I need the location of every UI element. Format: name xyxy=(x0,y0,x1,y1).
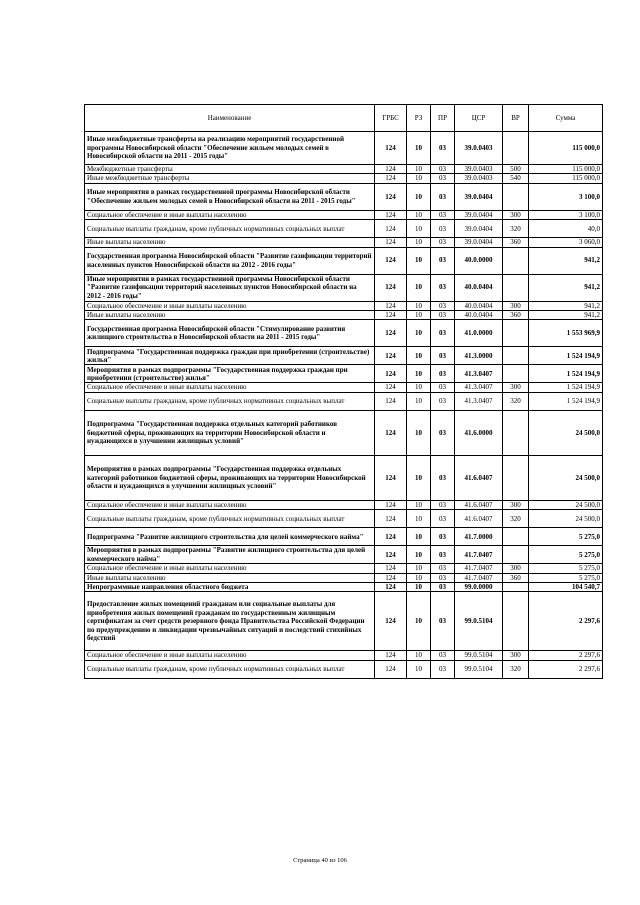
row-grbs-cell: 124 xyxy=(375,455,407,500)
row-rz-cell: 10 xyxy=(407,347,431,365)
row-csr-cell: 39.0.0403 xyxy=(455,132,503,165)
row-csr-cell: 41.6.0407 xyxy=(455,455,503,500)
row-vr-cell: 300 xyxy=(503,301,529,310)
row-grbs-cell: 124 xyxy=(375,500,407,509)
row-sum-cell: 1 524 194,9 xyxy=(529,392,603,410)
row-rz-cell: 10 xyxy=(407,660,431,678)
table-row xyxy=(85,546,603,564)
row-rz-cell: 10 xyxy=(407,247,431,274)
table-row xyxy=(85,220,603,238)
row-grbs-cell: 124 xyxy=(375,238,407,247)
row-sum-cell: 115 000,0 xyxy=(529,174,603,183)
row-grbs-cell: 124 xyxy=(375,301,407,310)
row-csr-cell: 99.0.0000 xyxy=(455,583,503,592)
row-name-cell: Мероприятия в рамках подпрограммы "Развитие жилищного строительства для целей коммерческого найма" xyxy=(85,546,375,564)
row-grbs-cell: 124 xyxy=(375,583,407,592)
row-sum-cell: 3 100,0 xyxy=(529,210,603,219)
row-csr-cell: 39.0.0404 xyxy=(455,220,503,238)
row-grbs-cell: 124 xyxy=(375,365,407,383)
row-pr-cell: 03 xyxy=(431,301,455,310)
row-vr-cell: 300 xyxy=(503,564,529,573)
row-pr-cell: 03 xyxy=(431,210,455,219)
row-grbs-cell: 124 xyxy=(375,383,407,392)
row-vr-cell xyxy=(503,347,529,365)
row-csr-cell: 41.3.0407 xyxy=(455,365,503,383)
row-sum-cell: 40,0 xyxy=(529,220,603,238)
row-grbs-cell: 124 xyxy=(375,183,407,210)
row-csr-cell: 41.6.0000 xyxy=(455,410,503,455)
row-grbs-cell: 124 xyxy=(375,174,407,183)
row-sum-cell: 1 524 194,9 xyxy=(529,383,603,392)
row-csr-cell: 40.0.0000 xyxy=(455,247,503,274)
row-vr-cell: 320 xyxy=(503,220,529,238)
row-sum-cell: 24 500,0 xyxy=(529,500,603,509)
row-pr-cell: 03 xyxy=(431,320,455,347)
row-name-cell: Подпрограмма "Государственная поддержка отдельных категорий работников бюджетной сферы, проживающих на территории Новосибирской области и нуждающихся в улучшении жилищных условий" xyxy=(85,410,375,455)
table-row xyxy=(85,311,603,320)
row-vr-cell: 320 xyxy=(503,392,529,410)
row-vr-cell xyxy=(503,365,529,383)
col-header-rz: РЗ xyxy=(407,105,431,132)
col-header-pr: ПР xyxy=(431,105,455,132)
table-row xyxy=(85,455,603,500)
row-vr-cell xyxy=(503,546,529,564)
row-vr-cell: 500 xyxy=(503,165,529,174)
row-csr-cell: 41.7.0000 xyxy=(455,528,503,546)
table-row xyxy=(85,500,603,509)
row-sum-cell: 3 100,0 xyxy=(529,183,603,210)
table-row xyxy=(85,660,603,678)
row-sum-cell: 5 275,0 xyxy=(529,528,603,546)
row-grbs-cell: 124 xyxy=(375,210,407,219)
row-name-cell: Государственная программа Новосибирской области "Стимулирование развития жилищного строительства в Новосибирской области на 2011 - 2015 годы" xyxy=(85,320,375,347)
row-pr-cell: 03 xyxy=(431,220,455,238)
row-vr-cell xyxy=(503,183,529,210)
row-vr-cell xyxy=(503,320,529,347)
row-pr-cell: 03 xyxy=(431,528,455,546)
table-header-row xyxy=(85,105,603,132)
row-name-cell: Иные межбюджетные трансферты на реализацию мероприятий государственной программы Новосибирской области "Обеспечение жильем молодых семей в Новосибирской области на 2011 - 2015 годы" xyxy=(85,132,375,165)
row-rz-cell: 10 xyxy=(407,238,431,247)
row-name-cell: Иные мероприятия в рамках государственной программы Новосибирской области "Обеспечение жильем молодых семей в Новосибирской области на 2011 - 2015 годы" xyxy=(85,183,375,210)
row-rz-cell: 10 xyxy=(407,500,431,509)
table-row xyxy=(85,320,603,347)
row-name-cell: Социальные выплаты гражданам, кроме публичных нормативных социальных выплат xyxy=(85,660,375,678)
row-grbs-cell: 124 xyxy=(375,132,407,165)
row-vr-cell xyxy=(503,247,529,274)
row-csr-cell: 41.6.0407 xyxy=(455,500,503,509)
row-sum-cell: 2 297,6 xyxy=(529,660,603,678)
row-vr-cell: 300 xyxy=(503,210,529,219)
row-pr-cell: 03 xyxy=(431,546,455,564)
row-grbs-cell: 124 xyxy=(375,592,407,651)
row-name-cell: Социальные выплаты гражданам, кроме публичных нормативных социальных выплат xyxy=(85,392,375,410)
row-grbs-cell: 124 xyxy=(375,510,407,528)
row-grbs-cell: 124 xyxy=(375,311,407,320)
table-row xyxy=(85,528,603,546)
table-row xyxy=(85,410,603,455)
row-name-cell: Предоставление жилых помещений гражданам или социальные выплаты для приобретения жилых помещений гражданам по государственным жилищным сертификатам за счет средств резервного фонда Правительства Российской Федерации по предупреждению и ликвидации чрезвычайных ситуаций и последствий стихийных бедствий xyxy=(85,592,375,651)
col-header-sum: Сумма xyxy=(529,105,603,132)
row-vr-cell xyxy=(503,592,529,651)
table-row xyxy=(85,210,603,219)
row-sum-cell: 1 524 194,9 xyxy=(529,365,603,383)
row-vr-cell xyxy=(503,528,529,546)
row-pr-cell: 03 xyxy=(431,247,455,274)
row-rz-cell: 10 xyxy=(407,301,431,310)
row-csr-cell: 39.0.0403 xyxy=(455,165,503,174)
row-rz-cell: 10 xyxy=(407,132,431,165)
row-grbs-cell: 124 xyxy=(375,220,407,238)
row-rz-cell: 10 xyxy=(407,651,431,660)
row-rz-cell: 10 xyxy=(407,546,431,564)
row-pr-cell: 03 xyxy=(431,365,455,383)
row-pr-cell: 03 xyxy=(431,183,455,210)
table-row xyxy=(85,383,603,392)
row-rz-cell: 10 xyxy=(407,383,431,392)
row-name-cell: Мероприятия в рамках подпрограммы "Государственная поддержка граждан при приобретении (строительстве) жилья" xyxy=(85,365,375,383)
row-pr-cell: 03 xyxy=(431,311,455,320)
row-sum-cell: 104 540,7 xyxy=(529,583,603,592)
row-rz-cell: 10 xyxy=(407,274,431,301)
row-csr-cell: 39.0.0404 xyxy=(455,238,503,247)
row-name-cell: Мероприятия в рамках подпрограммы "Государственная поддержка отдельных категорий работников бюджетной сферы, проживающих на территории Новосибирской области и нуждающихся в улучшении жилищных условий" xyxy=(85,455,375,500)
row-csr-cell: 40.0.0404 xyxy=(455,311,503,320)
row-rz-cell: 10 xyxy=(407,528,431,546)
table-row xyxy=(85,583,603,592)
row-grbs-cell: 124 xyxy=(375,347,407,365)
row-grbs-cell: 124 xyxy=(375,573,407,582)
table-row xyxy=(85,510,603,528)
row-pr-cell: 03 xyxy=(431,392,455,410)
table-row xyxy=(85,564,603,573)
row-name-cell: Непрограммные направления областного бюджета xyxy=(85,583,375,592)
row-csr-cell: 41.0.0000 xyxy=(455,320,503,347)
table-row xyxy=(85,651,603,660)
row-vr-cell xyxy=(503,583,529,592)
row-pr-cell: 03 xyxy=(431,238,455,247)
row-name-cell: Социальные выплаты гражданам, кроме публичных нормативных социальных выплат xyxy=(85,220,375,238)
row-pr-cell: 03 xyxy=(431,165,455,174)
page-number: Страница 40 из 106 xyxy=(293,857,347,864)
table-body xyxy=(85,132,603,679)
row-name-cell: Социальное обеспечение и иные выплаты населению xyxy=(85,301,375,310)
row-pr-cell: 03 xyxy=(431,383,455,392)
row-vr-cell: 300 xyxy=(503,500,529,509)
row-name-cell: Социальное обеспечение и иные выплаты населению xyxy=(85,500,375,509)
row-rz-cell: 10 xyxy=(407,220,431,238)
row-sum-cell: 115 000,0 xyxy=(529,132,603,165)
budget-table xyxy=(84,104,603,679)
row-rz-cell: 10 xyxy=(407,592,431,651)
row-sum-cell: 941,2 xyxy=(529,247,603,274)
row-csr-cell: 39.0.0404 xyxy=(455,210,503,219)
row-grbs-cell: 124 xyxy=(375,320,407,347)
row-rz-cell: 10 xyxy=(407,573,431,582)
row-csr-cell: 99.0.5104 xyxy=(455,660,503,678)
row-sum-cell: 24 500,0 xyxy=(529,455,603,500)
table-row xyxy=(85,165,603,174)
table-row xyxy=(85,365,603,383)
table-row xyxy=(85,174,603,183)
row-pr-cell: 03 xyxy=(431,410,455,455)
row-grbs-cell: 124 xyxy=(375,651,407,660)
row-vr-cell: 300 xyxy=(503,383,529,392)
table-row xyxy=(85,274,603,301)
row-name-cell: Иные выплаты населению xyxy=(85,311,375,320)
row-csr-cell: 41.7.0407 xyxy=(455,564,503,573)
row-rz-cell: 10 xyxy=(407,311,431,320)
row-pr-cell: 03 xyxy=(431,174,455,183)
row-sum-cell: 5 275,0 xyxy=(529,546,603,564)
row-name-cell: Иные мероприятия в рамках государственной программы Новосибирской области "Развитие газификации территорий населенных пунктов Новосибирской области на 2012 - 2016 годы" xyxy=(85,274,375,301)
row-sum-cell: 3 060,0 xyxy=(529,238,603,247)
row-csr-cell: 41.6.0407 xyxy=(455,510,503,528)
row-name-cell: Социальное обеспечение и иные выплаты населению xyxy=(85,564,375,573)
row-vr-cell xyxy=(503,274,529,301)
table-row xyxy=(85,392,603,410)
row-sum-cell: 941,2 xyxy=(529,274,603,301)
row-grbs-cell: 124 xyxy=(375,410,407,455)
row-rz-cell: 10 xyxy=(407,174,431,183)
row-vr-cell xyxy=(503,410,529,455)
row-rz-cell: 10 xyxy=(407,183,431,210)
row-name-cell: Иные выплаты населению xyxy=(85,238,375,247)
row-vr-cell xyxy=(503,132,529,165)
row-pr-cell: 03 xyxy=(431,573,455,582)
row-rz-cell: 10 xyxy=(407,392,431,410)
row-name-cell: Социальное обеспечение и иные выплаты населению xyxy=(85,210,375,219)
row-grbs-cell: 124 xyxy=(375,528,407,546)
row-rz-cell: 10 xyxy=(407,320,431,347)
row-csr-cell: 41.7.0407 xyxy=(455,546,503,564)
row-pr-cell: 03 xyxy=(431,500,455,509)
row-csr-cell: 99.0.5104 xyxy=(455,651,503,660)
col-header-grbs: ГРБС xyxy=(375,105,407,132)
row-csr-cell: 41.3.0407 xyxy=(455,392,503,410)
row-sum-cell: 5 275,0 xyxy=(529,573,603,582)
row-grbs-cell: 124 xyxy=(375,274,407,301)
row-name-cell: Межбюджетные трансферты xyxy=(85,165,375,174)
row-rz-cell: 10 xyxy=(407,564,431,573)
row-grbs-cell: 124 xyxy=(375,546,407,564)
row-name-cell: Социальные выплаты гражданам, кроме публичных нормативных социальных выплат xyxy=(85,510,375,528)
row-vr-cell: 360 xyxy=(503,311,529,320)
row-rz-cell: 10 xyxy=(407,365,431,383)
row-grbs-cell: 124 xyxy=(375,564,407,573)
table-row xyxy=(85,132,603,165)
row-vr-cell: 320 xyxy=(503,510,529,528)
row-csr-cell: 41.3.0407 xyxy=(455,383,503,392)
row-sum-cell: 24 500,0 xyxy=(529,410,603,455)
row-pr-cell: 03 xyxy=(431,660,455,678)
row-name-cell: Подпрограмма "Развитие жилищного строительства для целей коммерческого найма" xyxy=(85,528,375,546)
row-sum-cell: 115 000,0 xyxy=(529,165,603,174)
row-csr-cell: 41.7.0407 xyxy=(455,573,503,582)
row-name-cell: Государственная программа Новосибирской области "Развитие газификации территорий населенных пунктов Новосибирской области на 2012 - 2016 годы" xyxy=(85,247,375,274)
table-row xyxy=(85,183,603,210)
row-pr-cell: 03 xyxy=(431,592,455,651)
row-vr-cell: 300 xyxy=(503,651,529,660)
row-sum-cell: 5 275,0 xyxy=(529,564,603,573)
row-rz-cell: 10 xyxy=(407,210,431,219)
row-rz-cell: 10 xyxy=(407,455,431,500)
row-grbs-cell: 124 xyxy=(375,247,407,274)
row-name-cell: Социальное обеспечение и иные выплаты населению xyxy=(85,651,375,660)
row-name-cell: Иные межбюджетные трансферты xyxy=(85,174,375,183)
col-header-csr: ЦСР xyxy=(455,105,503,132)
col-header-name: Наименование xyxy=(85,105,375,132)
row-name-cell: Иные выплаты населению xyxy=(85,573,375,582)
row-sum-cell: 941,2 xyxy=(529,301,603,310)
row-pr-cell: 03 xyxy=(431,651,455,660)
row-csr-cell: 41.3.0000 xyxy=(455,347,503,365)
table-row xyxy=(85,347,603,365)
row-sum-cell: 1 524 194,9 xyxy=(529,347,603,365)
row-rz-cell: 10 xyxy=(407,165,431,174)
row-pr-cell: 03 xyxy=(431,132,455,165)
row-pr-cell: 03 xyxy=(431,347,455,365)
row-rz-cell: 10 xyxy=(407,410,431,455)
row-sum-cell: 2 297,6 xyxy=(529,592,603,651)
table-row xyxy=(85,247,603,274)
table-row xyxy=(85,301,603,310)
row-grbs-cell: 124 xyxy=(375,392,407,410)
row-rz-cell: 10 xyxy=(407,510,431,528)
row-pr-cell: 03 xyxy=(431,274,455,301)
row-sum-cell: 2 297,6 xyxy=(529,651,603,660)
row-sum-cell: 24 500,0 xyxy=(529,510,603,528)
row-csr-cell: 39.0.0404 xyxy=(455,183,503,210)
table-row xyxy=(85,238,603,247)
row-rz-cell: 10 xyxy=(407,583,431,592)
row-csr-cell: 40.0.0404 xyxy=(455,274,503,301)
row-pr-cell: 03 xyxy=(431,510,455,528)
row-grbs-cell: 124 xyxy=(375,660,407,678)
row-name-cell: Подпрограмма "Государственная поддержка граждан при приобретении (строительстве) жилья" xyxy=(85,347,375,365)
row-sum-cell: 1 553 969,9 xyxy=(529,320,603,347)
row-csr-cell: 39.0.0403 xyxy=(455,174,503,183)
row-csr-cell: 99.0.5104 xyxy=(455,592,503,651)
row-pr-cell: 03 xyxy=(431,455,455,500)
row-vr-cell: 320 xyxy=(503,660,529,678)
row-vr-cell: 540 xyxy=(503,174,529,183)
row-pr-cell: 03 xyxy=(431,564,455,573)
row-grbs-cell: 124 xyxy=(375,165,407,174)
row-name-cell: Социальное обеспечение и иные выплаты населению xyxy=(85,383,375,392)
col-header-vr: ВР xyxy=(503,105,529,132)
table-row xyxy=(85,592,603,651)
row-vr-cell: 360 xyxy=(503,238,529,247)
table-row xyxy=(85,573,603,582)
row-vr-cell xyxy=(503,455,529,500)
row-vr-cell: 360 xyxy=(503,573,529,582)
row-pr-cell: 03 xyxy=(431,583,455,592)
row-csr-cell: 40.0.0404 xyxy=(455,301,503,310)
row-sum-cell: 941,2 xyxy=(529,311,603,320)
